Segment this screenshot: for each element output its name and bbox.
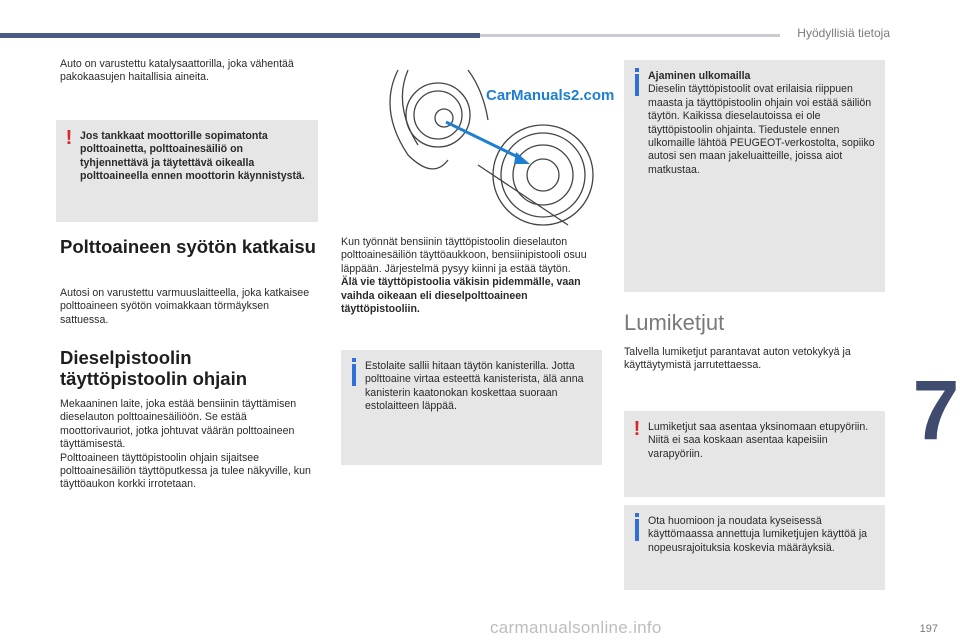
- info-abroad-text: Dieselin täyttöpistoolit ovat erilaisia riippuen maasta ja täyttöpistoolin ohjain voi estää säiliön täytön. Kaikissa dieselautoissa ei ole täyttöpistoolin ohjainta. Tiedustele ennen ulkomaille lähtöä PEUGEOT-verkostolta, sopiiko autosi sen maan jakeluaitteille, joissa aiot matkustaa.: [648, 83, 875, 176]
- snow-chains-text: Talvella lumiketjut parantavat auton vetokykyä ja käyttäytymistä jarrutettaessa.: [624, 346, 851, 372]
- heading-snow-chains: Lumiketjut: [624, 310, 725, 335]
- warning-box: [56, 120, 318, 222]
- warning-box-chains: [624, 411, 885, 497]
- heading-diesel-guide: Dieselpistoolin täyttöpistoolin ohjain: [60, 347, 248, 389]
- fuel-cutoff-text: Autosi on varustettu varmuuslaitteella, joka katkaisee polttoaineen syötön voimakkaan törmäyksen sattuessa.: [60, 287, 310, 326]
- info-canister-text: Estolaite sallii hitaan täytön kanisterilla. Jotta polttoaine virtaa esteettä kanisterista, älä anna kanisterin kaatonokan koskettaa suoraan estolaitteen läppää.: [365, 360, 584, 413]
- chapter-number: 7: [912, 363, 960, 457]
- header-bar-light: [480, 34, 780, 37]
- info-icon: [632, 68, 642, 88]
- info-abroad-content: [648, 70, 875, 177]
- warning-text: Jos tankkaat moottorille sopimatonta polttoainetta, polttoainesäiliö on tyhjennettävä ja täytettävä oikealla polttoaineella ennen moottorin käynnistystä.: [80, 130, 305, 183]
- header-title: Hyödyllisiä tietoja: [797, 26, 890, 40]
- fuel-filler-illustration: [338, 60, 615, 226]
- diesel-guide-text: [60, 398, 318, 492]
- warning-chains-text: Lumiketjut saa asentaa yksinomaan etupyöriin. Niitä ei saa koskaan asentaa kapeisiin varapyöriin.: [648, 421, 869, 460]
- diesel-guide-desc-bold: Älä vie täyttöpistoolia väkisin pidemmälle, vaan vaihda oikeaan eli dieselpolttoaineen täyttöpistooliin.: [341, 276, 581, 316]
- info-box-abroad: [624, 60, 885, 292]
- page-number: 197: [919, 623, 938, 635]
- warning-icon: !: [633, 418, 641, 440]
- diesel-guide-para-a: Mekaaninen laite, joka estää bensiinin täyttämisen dieselauton polttoainesäiliöön. Se estää moottorivauriot, jotka johtuvat väärän polttoaineen täyttämisestä.: [60, 398, 297, 451]
- info-icon: [349, 358, 359, 378]
- watermark: carmanualsonline.info: [490, 618, 662, 637]
- diesel-guide-desc-text: Kun työnnät bensiinin täyttöpistoolin dieselauton polttoainesäiliön täyttöaukkoon, bensiinipistooli osuu läppään. Järjestelmä pysyy kiinni ja estää täytön.: [341, 236, 587, 275]
- info-abroad-title: Ajaminen ulkomailla: [648, 70, 751, 82]
- warning-icon: !: [65, 127, 73, 149]
- image-logo: CarManuals2.com: [486, 87, 615, 104]
- diesel-guide-para-b: Polttoaineen täyttöpistoolin ohjain sijaitsee polttoainesäiliön täyttöputkessa ja tulee näkyville, kun täyttöaukon korkki irrotetaan.: [60, 451, 311, 491]
- info-box-chains: [624, 505, 885, 590]
- info-icon: [632, 513, 642, 533]
- diesel-guide-description: [341, 236, 601, 316]
- info-chains-text: Ota huomioon ja noudata kyseisessä käyttömaassa annettuja lumiketjujen käyttöä ja nopeusrajoituksia koskevia määräyksiä.: [648, 515, 868, 554]
- info-box-canister: [341, 350, 602, 465]
- heading-fuel-cutoff: Polttoaineen syötön katkaisu: [60, 236, 316, 257]
- header-bar: [0, 33, 480, 38]
- intro-text: Auto on varustettu katalysaattorilla, joka vähentää pakokaasujen haitallisia aineita.: [60, 58, 294, 84]
